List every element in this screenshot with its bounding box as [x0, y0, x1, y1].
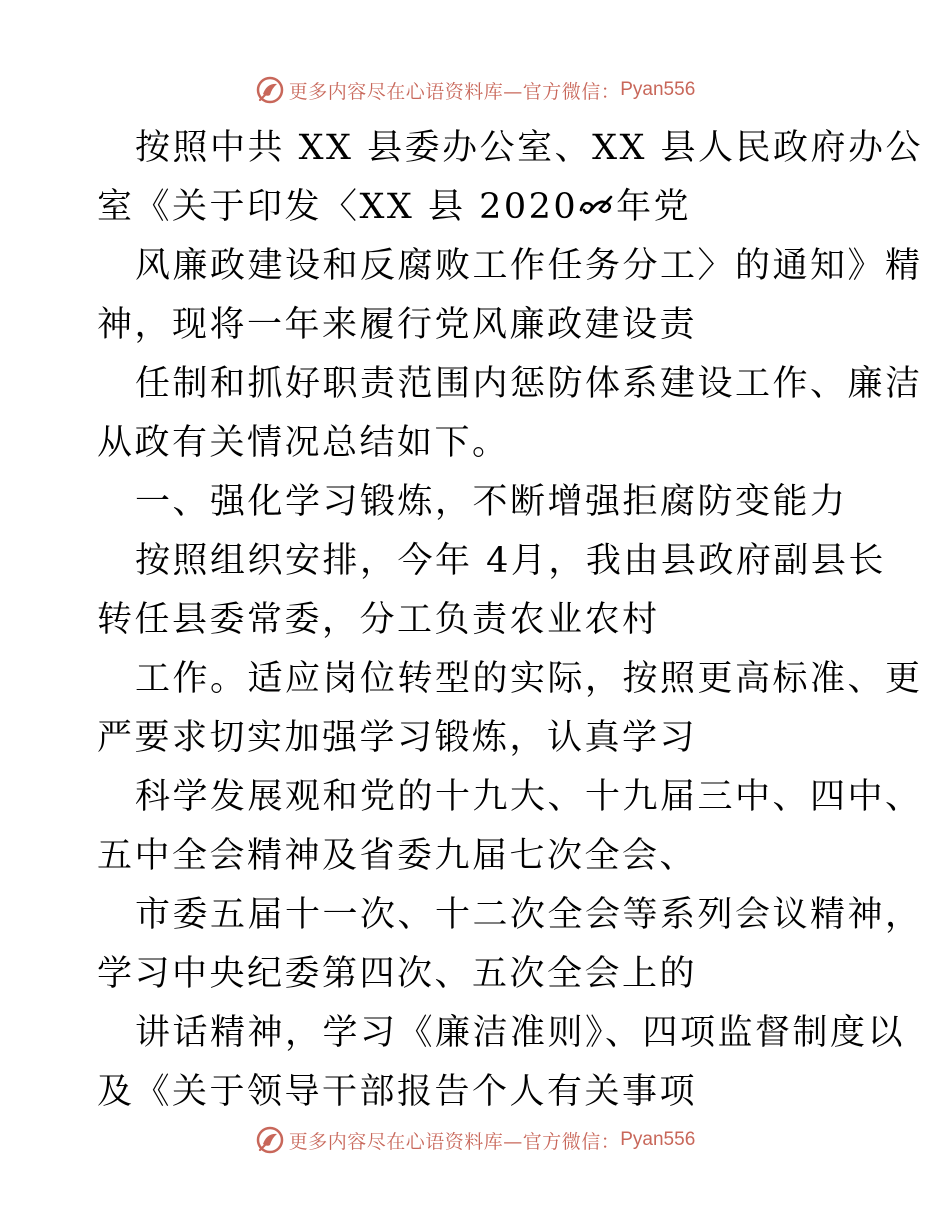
text-line: 严要求切实加强学习锻炼，认真学习: [97, 718, 698, 758]
watermark-logo-icon: [255, 75, 285, 105]
watermark-text: 更多内容尽在心语资料库—官方微信：: [288, 1130, 621, 1153]
header-watermark: [0, 73, 950, 107]
text-line: 工作。适应岗位转型的实际，按照更高标准、更: [135, 659, 923, 699]
watermark-logo-icon: [255, 1125, 285, 1155]
text-line: 五中全会精神及省委九届七次全会、: [97, 836, 698, 876]
text-fragment: 室《关于印发〈XX 县 2020: [97, 187, 579, 227]
text-line: 学习中央纪委第四次、五次全会上的: [97, 954, 698, 994]
text-line: 及《关于领导干部报告个人有关事项: [97, 1072, 698, 1112]
text-line: 任制和抓好职责范围内惩防体系建设工作、廉洁: [135, 364, 923, 404]
text-line: 市委五届十一次、十二次全会等系列会议精神，: [135, 895, 923, 935]
text-line: 按照中共 XX 县委办公室、XX 县人民政府办公: [135, 128, 924, 168]
text-line: 从政有关情况总结如下。: [97, 423, 510, 463]
glyph-artifact-icon: [578, 194, 616, 220]
footer-watermark: [0, 1123, 950, 1157]
text-line: 按照组织安排，今年 4月，我由县政府副县长: [135, 541, 886, 581]
text-line: 讲话精神，学习《廉洁准则》、四项监督制度以: [135, 1013, 906, 1053]
text-line: 转任县委常委，分工负责农业农村: [97, 600, 660, 640]
text-fragment: 年党: [616, 187, 692, 227]
section-heading: 一、强化学习锻炼，不断增强拒腐防变能力: [135, 482, 848, 522]
watermark-account: Pyan556: [620, 1129, 696, 1150]
text-line: 科学发展观和党的十九大、十九届三中、四中、: [135, 777, 923, 817]
text-line: 神，现将一年来履行党风廉政建设责: [97, 305, 698, 345]
text-line: 风廉政建设和反腐败工作任务分工〉的通知》精: [135, 246, 923, 286]
watermark-account: Pyan556: [620, 79, 696, 100]
watermark-text: 更多内容尽在心语资料库—官方微信：: [288, 80, 621, 103]
text-line: [97, 183, 691, 231]
